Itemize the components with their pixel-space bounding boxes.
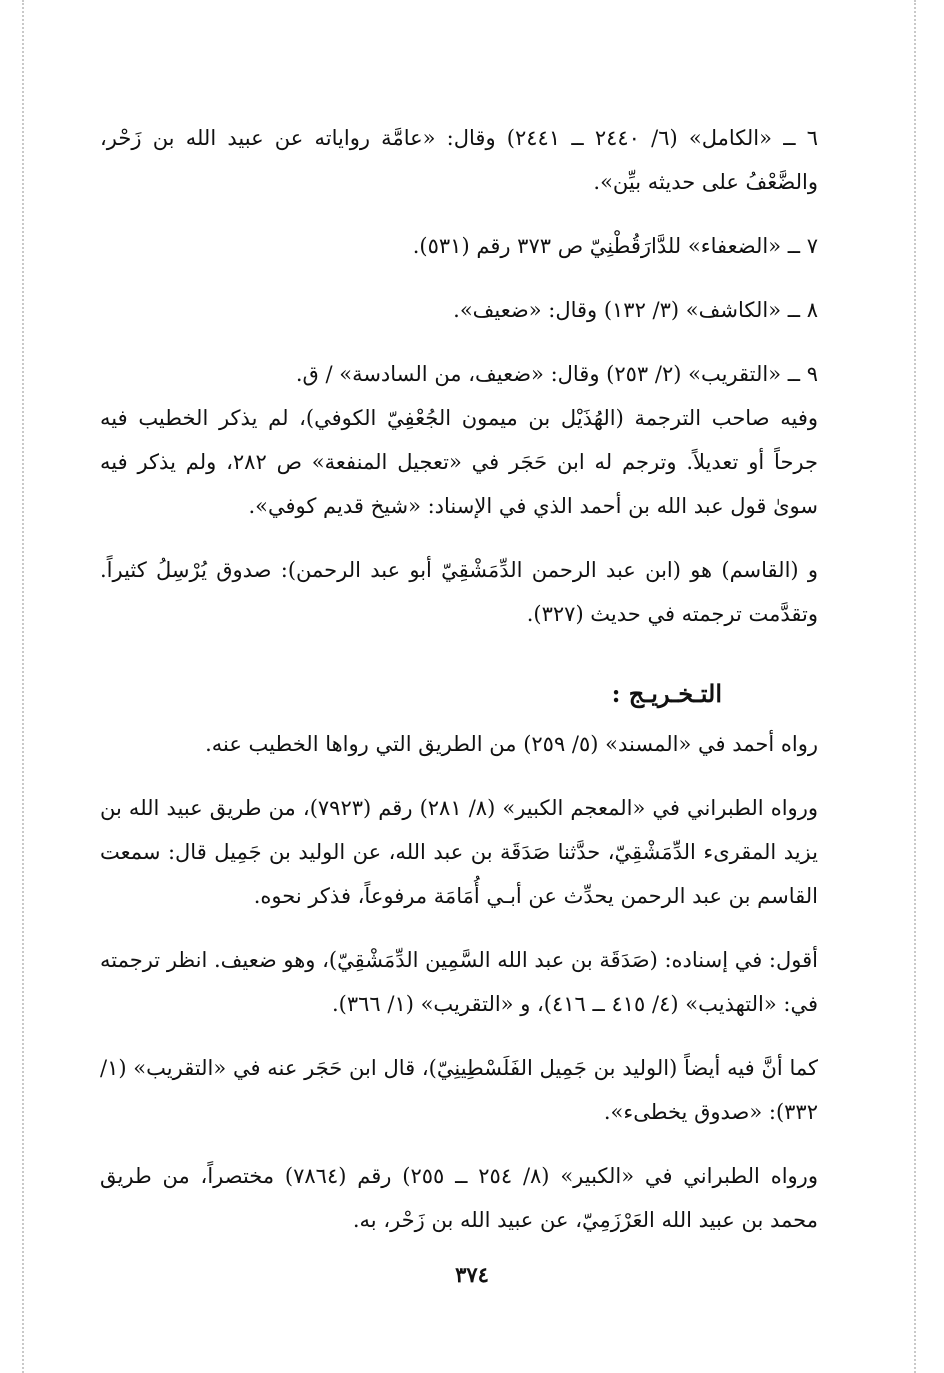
section-heading-takhrij: التـخـريـج : xyxy=(611,679,722,708)
list-item-8: ٨ ــ «الكاشف» (٣/ ١٣٢) وقال: «ضعيف». xyxy=(453,298,818,322)
paragraph-narrator-hudhayl: وفيه صاحب الترجمة (الهُذَيْل بن ميمون الجُعْفِيّ الكوفي)، لم يذكر الخطيب فيه جرحاً أو تعديلاً. وترجم له ابن حَجَر في «تعجيل المنفعة» ص ٢٨٢، ولم يذكر فيه سوىٰ قول عبد الله بن أحمد الذي في الإسناد: «شيخ قديم كوفي». xyxy=(100,406,819,518)
page-number: ٣٧٤ xyxy=(455,1262,489,1287)
list-item-7: ٧ ــ «الضعفاء» للدَّارَقُطْنِيّ ص ٣٧٣ رقم (٥٣١). xyxy=(412,234,818,258)
paragraph-ahmad: رواه أحمد في «المسند» (٥/ ٢٥٩) من الطريق التي رواها الخطيب عنه. xyxy=(205,732,818,756)
right-margin-dots xyxy=(914,0,916,1373)
list-item-9: ٩ ــ «التقريب» (٢/ ٢٥٣) وقال: «ضعيف، من السادسة» / ق. xyxy=(295,362,818,386)
main-text xyxy=(100,116,818,1242)
paragraph-narrator-qasim: و (القاسم) هو (ابن عبد الرحمن الدِّمَشْقِيّ أبو عبد الرحمن): صدوق يُرْسِلُ كثيراً. وتقدَّمت ترجمته في حديث (٣٢٧). xyxy=(100,558,818,626)
paragraph-tabarani-2: ورواه الطبراني في «الكبير» (٨/ ٢٥٤ ــ ٢٥٥) رقم (٧٨٦٤) مختصراً، من طريق محمد بن عبيد الله العَرْزَمِيّ، عن عبيد الله بن زَحْر، به. xyxy=(100,1164,818,1232)
paragraph-walid: كما أنَّ فيه أيضاً (الوليد بن جَمِيل الفَلَسْطِينِيّ)، قال ابن حَجَر عنه في «التقريب» (١/ ٣٣٢): «صدوق يخطىء». xyxy=(100,1056,818,1124)
paragraph-tabarani-1: ورواه الطبراني في «المعجم الكبير» (٨/ ٢٨١) رقم (٧٩٢٣)، من طريق عبيد الله بن يزيد المقرىء الدِّمَشْقِيّ، حدَّثنا صَدَقَة بن عبد الله، عن الوليد بن جَمِيل قال: سمعت القاسم بن عبد الرحمن يحدِّث عن أبـي أُمَامَة مرفوعاً، فذكر نحوه. xyxy=(100,796,818,908)
paragraph-aqul: أقول: في إسناده: (صَدَقَة بن عبد الله السَّمِين الدِّمَشْقِيّ)، وهو ضعيف. انظر ترجمته في: «التهذيب» (٤/ ٤١٥ ــ ٤١٦)، و «التقريب» (١/ ٣٦٦). xyxy=(100,948,818,1016)
list-item-6: ٦ ــ «الكامل» (٦/ ٢٤٤٠ ــ ٢٤٤١) وقال: «عامَّة رواياته عن عبيد الله بن زَحْر، والضَّعْفُ على حديثه بيِّن». xyxy=(100,126,818,194)
left-margin-dots xyxy=(22,0,24,1373)
